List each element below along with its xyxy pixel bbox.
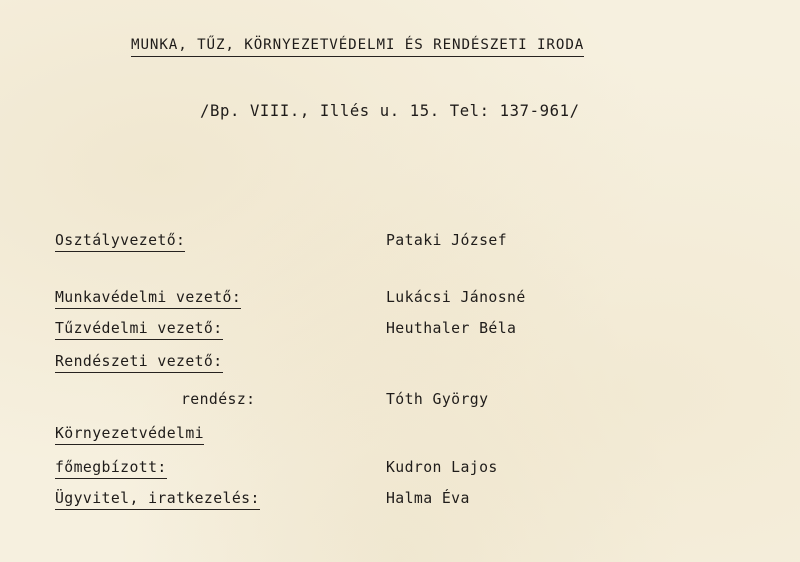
role-label: Munkavédelmi vezető: xyxy=(55,289,241,309)
role-label: rendész: xyxy=(181,391,256,408)
staff-row xyxy=(0,459,800,483)
person-name: Pataki József xyxy=(386,232,508,249)
staff-row xyxy=(0,391,800,415)
person-name: Heuthaler Béla xyxy=(386,320,517,337)
role-label: Ügyvitel, iratkezelés: xyxy=(55,490,260,510)
staff-row xyxy=(0,425,800,449)
role-label: Rendészeti vezető: xyxy=(55,353,223,373)
person-name: Kudron Lajos xyxy=(386,459,498,476)
role-label: főmegbízott: xyxy=(55,459,167,479)
person-name: Tóth György xyxy=(386,391,489,408)
role-label: Környezetvédelmi xyxy=(55,425,204,445)
staff-row xyxy=(0,320,800,344)
staff-row xyxy=(0,289,800,313)
person-name: Lukácsi Jánosné xyxy=(386,289,526,306)
office-title: MUNKA, TŰZ, KÖRNYEZETVÉDELMI ÉS RENDÉSZETI IRODA xyxy=(131,37,584,57)
staff-row xyxy=(0,353,800,377)
role-label: Osztályvezető: xyxy=(55,232,185,252)
staff-row xyxy=(0,490,800,514)
staff-row xyxy=(0,232,800,256)
office-address: /Bp. VIII., Illés u. 15. Tel: 137-961/ xyxy=(200,102,580,120)
person-name: Halma Éva xyxy=(386,490,470,507)
role-label: Tűzvédelmi vezető: xyxy=(55,320,223,340)
